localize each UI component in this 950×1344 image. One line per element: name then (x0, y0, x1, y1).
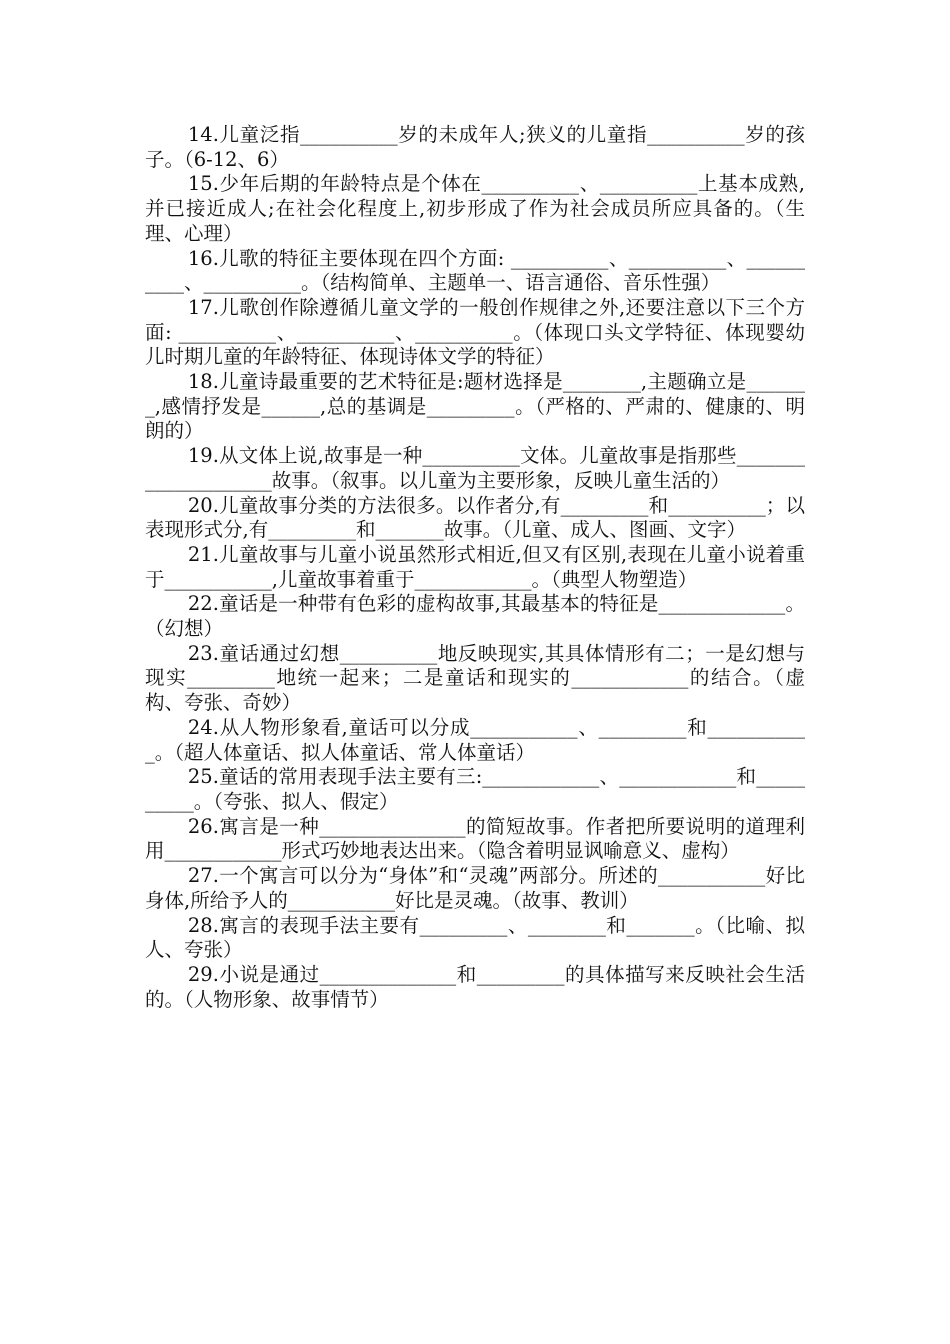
question-25: 25.童话的常用表现手法主要有三:____________、____________和__________。（夸张、拟人、假定） (145, 765, 805, 813)
question-24: 24.从人物形象看,童话可以分成___________、_________和___________。（超人体童话、拟人体童话、常人体童话） (145, 715, 805, 764)
question-27: 27.一个寓言可以分为“身体”和“灵魂”两部分。所述的___________好比身体,所给予人的___________好比是灵魂。（故事、教训） (145, 864, 805, 912)
question-14: 14.儿童泛指__________岁的未成年人;狭义的儿童指__________岁的孩子。（6-12、6） (145, 123, 805, 171)
question-23: 23.童话通过幻想__________地反映现实,其具体情形有二；一是幻想与现实_________地统一起来；二是童话和现实的____________的结合。（虚构、夸张、奇妙） (145, 641, 805, 715)
question-26: 26.寓言是一种_______________的简短故事。作者把所要说明的道理利用____________形式巧妙地表达出来。（隐含着明显讽喻意义、虚构） (145, 814, 805, 863)
question-29: 29.小说是通过______________和_________的具体描写来反映社会生活的。（人物形象、故事情节） (145, 962, 805, 1011)
question-21: 21.儿童故事与儿童小说虽然形式相近,但又有区别,表现在儿童小说着重于___________,儿童故事着重于____________。（典型人物塑造） (145, 542, 805, 591)
question-18: 18.儿童诗最重要的艺术特征是:题材选择是________,主题确立是_______,感情抒发是______,总的基调是_________。（严格的、严肃的、健康的、明朗的） (145, 370, 805, 443)
question-20: 20.儿童故事分类的方法很多。以作者分,有_________和__________；以表现形式分,有_________和_______故事。（儿童、成人、图画、文字） (145, 493, 805, 542)
question-17: 17.儿歌创作除遵循儿童文学的一般创作规律之外,还要注意以下三个方面: __________、__________、__________。（体现口头文学特征、体现婴幼儿时期儿童的年龄特征、体现诗体文学的特征） (145, 295, 805, 369)
question-19: 19.从文体上说,故事是一种__________文体。儿童故事是指那些____________________故事。（叙事。以儿童为主要形象，反映儿童生活的） (145, 444, 805, 492)
document-page (145, 123, 805, 1012)
question-16: 16.儿歌的特征主要体现在四个方面: __________、__________、__________、__________。（结构简单、主题单一、语言通俗、音乐性强） (145, 246, 805, 295)
question-22: 22.童话是一种带有色彩的虚构故事,其最基本的特征是_____________。（幻想） (145, 592, 805, 641)
question-28: 28.寓言的表现手法主要有_________、________和_______。（比喻、拟人、夸张） (145, 913, 805, 962)
question-15: 15.少年后期的年龄特点是个体在__________、__________上基本成熟,并已接近成人;在社会化程度上,初步形成了作为社会成员所应具备的。（生理、心理） (145, 172, 805, 245)
